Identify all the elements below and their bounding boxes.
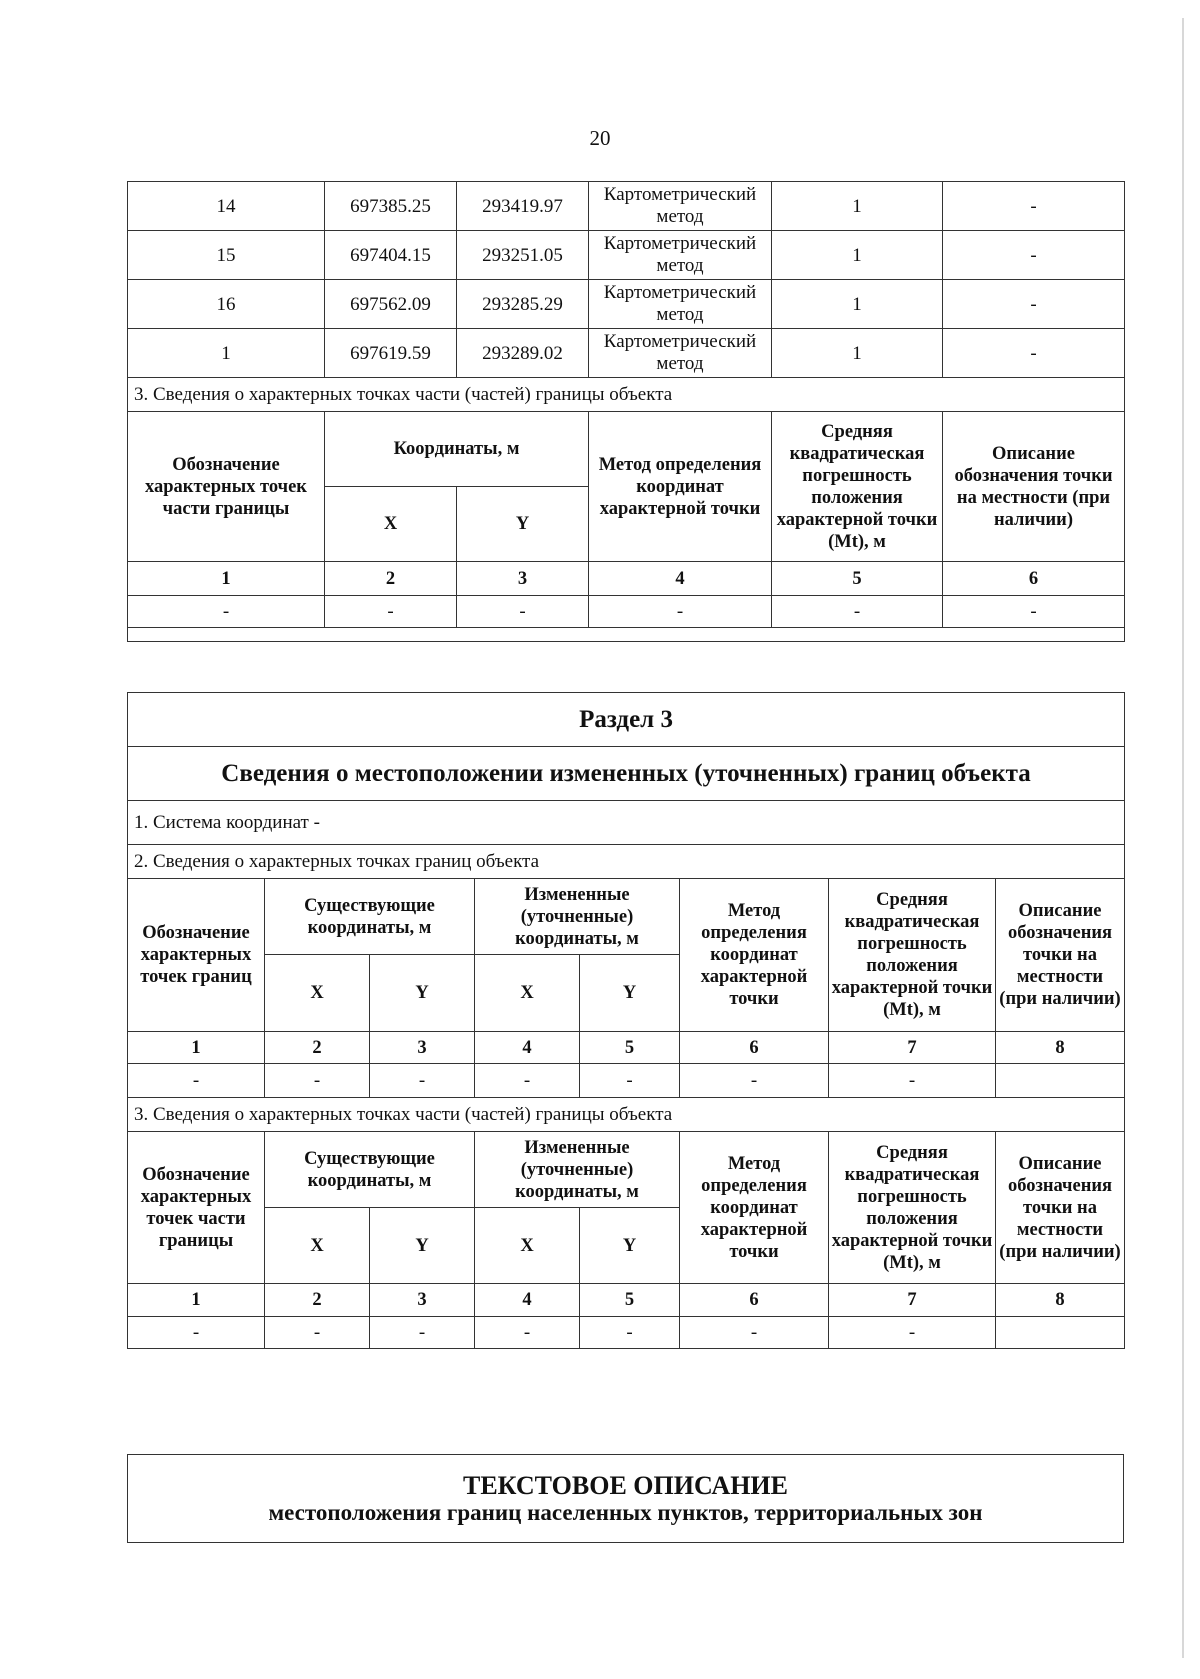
x-cell: 697404.15 <box>325 231 457 280</box>
column-number: 1 <box>128 1032 265 1064</box>
y-cell: 293285.29 <box>457 280 589 329</box>
table-cell <box>996 1064 1125 1098</box>
desc-cell: - <box>943 280 1125 329</box>
desc-cell: - <box>943 329 1125 378</box>
table-cell <box>996 1317 1125 1349</box>
header-mt: Средняя квадратическая погрешность положения характерной точки (Mt), м <box>829 1132 996 1284</box>
header-point: Обозначение характерных точек границ <box>128 879 265 1032</box>
header-point: Обозначение характерных точек части границы <box>128 1132 265 1284</box>
table-cell: - <box>370 1064 475 1098</box>
header-y: Y <box>370 1208 475 1284</box>
column-number: 5 <box>580 1284 680 1317</box>
column-number: 8 <box>996 1032 1125 1064</box>
table-cell: - <box>580 1064 680 1098</box>
method-cell: Картометрический метод <box>589 231 772 280</box>
column-numbers-row <box>128 562 1125 596</box>
table-row <box>128 231 1125 280</box>
header-y: Y <box>457 487 589 562</box>
table-row <box>128 182 1125 231</box>
table-cell: - <box>772 596 943 628</box>
header-x: X <box>265 955 370 1032</box>
table-cell: - <box>128 1064 265 1098</box>
column-number: 4 <box>475 1284 580 1317</box>
table-cell: - <box>829 1064 996 1098</box>
header-changed-coordinates: Измененные (уточненные) координаты, м <box>475 879 680 955</box>
header-y: Y <box>370 955 475 1032</box>
column-number: 8 <box>996 1284 1125 1317</box>
header-x: X <box>265 1208 370 1284</box>
column-number: 6 <box>680 1284 829 1317</box>
column-number: 2 <box>325 562 457 596</box>
column-number: 3 <box>370 1284 475 1317</box>
section-number: Раздел 3 <box>128 693 1125 747</box>
point-cell: 15 <box>128 231 325 280</box>
header-changed-coordinates: Измененные (уточненные) координаты, м <box>475 1132 680 1208</box>
header-x: X <box>325 487 457 562</box>
header-coordinates: Координаты, м <box>325 412 589 487</box>
table-cell: - <box>475 1317 580 1349</box>
header-description: Описание обозначения точки на местности (при наличии) <box>996 1132 1125 1284</box>
column-number: 7 <box>829 1284 996 1317</box>
table-cell: - <box>325 596 457 628</box>
subsection-title: 2. Сведения о характерных точках границ объекта <box>128 845 1125 879</box>
table-row <box>128 329 1125 378</box>
coordinate-system: 1. Система координат - <box>128 801 1125 845</box>
x-cell: 697562.09 <box>325 280 457 329</box>
header-mt: Средняя квадратическая погрешность положения характерной точки (Mt), м <box>772 412 943 562</box>
header-existing-coordinates: Существующие координаты, м <box>265 879 475 955</box>
page-number: 20 <box>589 126 611 150</box>
text-description-subtitle: местоположения границ населенных пунктов, территориальных зон <box>268 1499 983 1525</box>
method-cell: Картометрический метод <box>589 329 772 378</box>
subsection-title: 3. Сведения о характерных точках части (частей) границы объекта <box>128 1098 1125 1132</box>
table-cell: - <box>457 596 589 628</box>
header-y: Y <box>580 1208 680 1284</box>
column-number: 4 <box>589 562 772 596</box>
table-cell: - <box>475 1064 580 1098</box>
text-description-title: ТЕКСТОВОЕ ОПИСАНИЕ <box>462 1470 788 1500</box>
subsection-title: 3. Сведения о характерных точках части (частей) границы объекта <box>128 378 1125 412</box>
column-number: 2 <box>265 1032 370 1064</box>
table-cell: - <box>680 1064 829 1098</box>
column-number: 3 <box>370 1032 475 1064</box>
table-cell: - <box>128 596 325 628</box>
y-cell: 293251.05 <box>457 231 589 280</box>
column-number: 4 <box>475 1032 580 1064</box>
column-number: 5 <box>772 562 943 596</box>
column-number: 1 <box>128 1284 265 1317</box>
header-x: X <box>475 1208 580 1284</box>
header-existing-coordinates: Существующие координаты, м <box>265 1132 475 1208</box>
point-cell: 14 <box>128 182 325 231</box>
table-row <box>128 1317 1125 1349</box>
method-cell: Картометрический метод <box>589 182 772 231</box>
mt-cell: 1 <box>772 231 943 280</box>
point-cell: 16 <box>128 280 325 329</box>
x-cell: 697385.25 <box>325 182 457 231</box>
table-cell: - <box>265 1064 370 1098</box>
header-y: Y <box>580 955 680 1032</box>
header-method: Метод определения координат характерной точки <box>680 879 829 1032</box>
y-cell: 293419.97 <box>457 182 589 231</box>
y-cell: 293289.02 <box>457 329 589 378</box>
point-cell: 1 <box>128 329 325 378</box>
mt-cell: 1 <box>772 182 943 231</box>
column-number: 1 <box>128 562 325 596</box>
page-edge-shadow <box>1182 18 1184 1658</box>
header-method: Метод определения координат характерной точки <box>680 1132 829 1284</box>
table-cell: - <box>829 1317 996 1349</box>
table-row <box>128 280 1125 329</box>
header-x: X <box>475 955 580 1032</box>
desc-cell: - <box>943 231 1125 280</box>
table-cell: - <box>680 1317 829 1349</box>
text-description-box <box>127 1454 1124 1543</box>
section-title: Сведения о местоположении измененных (уточненных) границ объекта <box>128 747 1125 801</box>
table-cell: - <box>589 596 772 628</box>
x-cell: 697619.59 <box>325 329 457 378</box>
method-cell: Картометрический метод <box>589 280 772 329</box>
column-number: 7 <box>829 1032 996 1064</box>
mt-cell: 1 <box>772 329 943 378</box>
table-row <box>128 596 1125 628</box>
column-numbers-row <box>128 1032 1125 1064</box>
header-point: Обозначение характерных точек части границы <box>128 412 325 562</box>
section3-table <box>127 692 1125 1349</box>
column-number: 3 <box>457 562 589 596</box>
table-cell: - <box>580 1317 680 1349</box>
empty-row <box>128 628 1125 642</box>
desc-cell: - <box>943 182 1125 231</box>
column-number: 6 <box>943 562 1125 596</box>
column-number: 2 <box>265 1284 370 1317</box>
header-method: Метод определения координат характерной точки <box>589 412 772 562</box>
header-description: Описание обозначения точки на местности (при наличии) <box>996 879 1125 1032</box>
table-cell: - <box>265 1317 370 1349</box>
column-number: 5 <box>580 1032 680 1064</box>
text-description-cell <box>128 1455 1124 1543</box>
table-row <box>128 1064 1125 1098</box>
table-cell: - <box>370 1317 475 1349</box>
mt-cell: 1 <box>772 280 943 329</box>
table-cell: - <box>943 596 1125 628</box>
header-description: Описание обозначения точки на местности (при наличии) <box>943 412 1125 562</box>
table-cell: - <box>128 1317 265 1349</box>
header-mt: Средняя квадратическая погрешность положения характерной точки (Mt), м <box>829 879 996 1032</box>
column-numbers-row <box>128 1284 1125 1317</box>
column-number: 6 <box>680 1032 829 1064</box>
section2-table <box>127 181 1125 642</box>
